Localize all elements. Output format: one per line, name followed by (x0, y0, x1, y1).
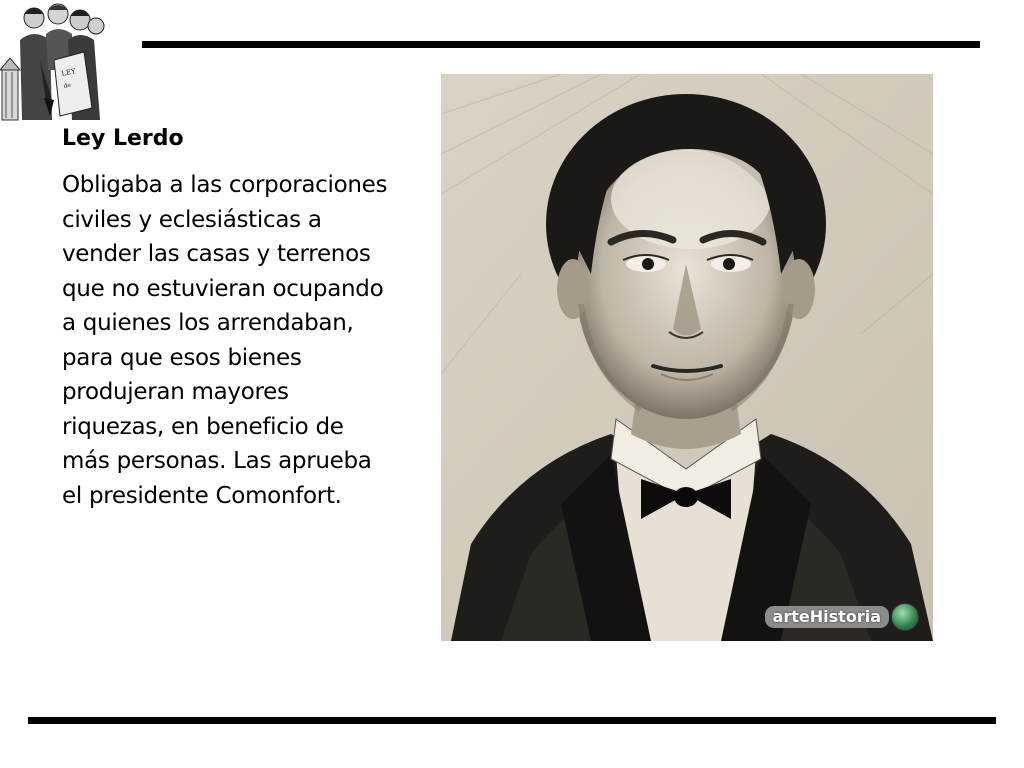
artehistoria-watermark (765, 603, 919, 631)
slide-body-text: Obligaba a las corporaciones civiles y eclesiásticas a vender las casas y terrenos que no estuvieran ocupando a quienes los arrendaban, para que esos bienes produjeran mayores riquezas, en beneficio de más personas. Las aprueba el presidente Comonfort. (62, 172, 388, 509)
slide-title: Ley Lerdo (62, 126, 184, 151)
svg-text:de: de (62, 81, 72, 90)
watermark-label: arteHistoria (765, 606, 889, 628)
top-divider-rule (142, 41, 980, 48)
bottom-divider-rule (28, 717, 996, 724)
corner-engraving-illustration (0, 0, 110, 122)
globe-icon (891, 603, 919, 631)
svg-text:LEY: LEY (60, 67, 77, 78)
portrait-image (441, 74, 933, 641)
